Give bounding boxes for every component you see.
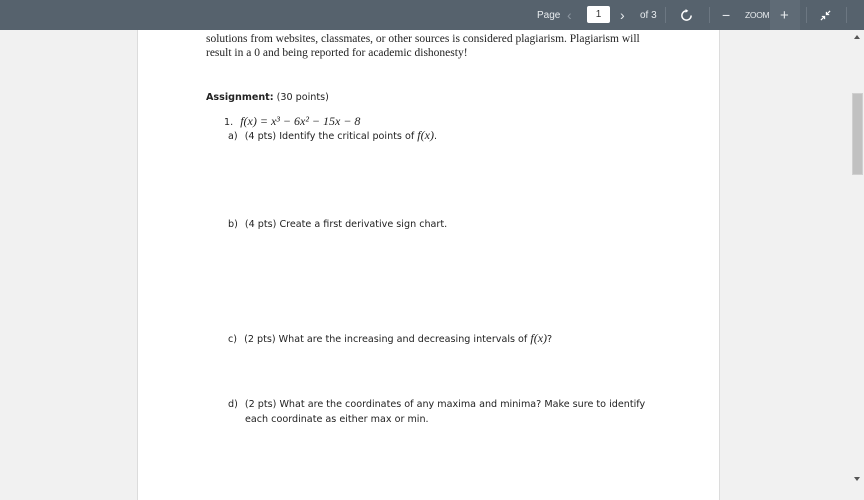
chevron-right-icon[interactable]: › [620, 7, 625, 23]
intro-line-2: result in a 0 and being reported for academic dishonesty! [206, 47, 468, 59]
part-math: f(x) [530, 331, 548, 345]
scroll-down-icon[interactable] [854, 477, 860, 481]
part-letter: b) [228, 219, 238, 230]
minus-icon[interactable]: − [722, 7, 731, 23]
collapse-arrows-icon[interactable] [820, 0, 831, 30]
part-d-continued: each coordinate as either max or min. [245, 414, 429, 425]
part-a [228, 128, 437, 143]
assignment-points: (30 points) [273, 92, 329, 103]
page-label: Page [537, 9, 561, 21]
problem-number: 1. [224, 117, 234, 128]
part-letter: a) [228, 131, 238, 142]
divider [806, 7, 807, 23]
part-b [228, 219, 447, 230]
divider [665, 7, 666, 23]
assignment-heading [206, 92, 329, 103]
part-math: f(x) [417, 128, 434, 142]
part-letter: c) [228, 334, 238, 345]
divider [846, 7, 847, 23]
plus-icon[interactable]: + [780, 6, 789, 24]
page-number-input[interactable]: 1 [587, 6, 610, 23]
page-count: of 3 [640, 9, 657, 21]
part-d [228, 399, 645, 410]
scrollbar-thumb[interactable] [852, 93, 863, 175]
part-suffix: . [433, 131, 437, 142]
chevron-left-icon[interactable]: ‹ [567, 7, 572, 23]
problem-1 [224, 114, 360, 129]
divider [709, 7, 710, 23]
scroll-up-icon[interactable] [854, 35, 860, 39]
rotate-icon[interactable] [680, 0, 693, 30]
part-text: (2 pts) What are the coordinates of any maxima and minima? Make sure to identify [244, 399, 646, 410]
part-suffix: ? [547, 334, 553, 345]
intro-line-1: solutions from websites, classmates, or other sources is considered plagiarism. Plagiarism will [206, 33, 640, 45]
assignment-label: Assignment: [206, 92, 274, 103]
vertical-scrollbar[interactable] [850, 30, 864, 486]
document-page [137, 30, 720, 500]
zoom-label: ZOOM [745, 10, 770, 20]
part-text: (2 pts) What are the increasing and decreasing intervals of [244, 334, 531, 345]
part-text: (4 pts) Create a first derivative sign chart. [244, 219, 448, 230]
part-letter: d) [228, 399, 238, 410]
part-text: (4 pts) Identify the critical points of [244, 131, 418, 142]
problem-function: f(x) = x³ − 6x² − 15x − 8 [240, 114, 361, 128]
part-c [228, 331, 552, 346]
pdf-toolbar [0, 0, 864, 30]
